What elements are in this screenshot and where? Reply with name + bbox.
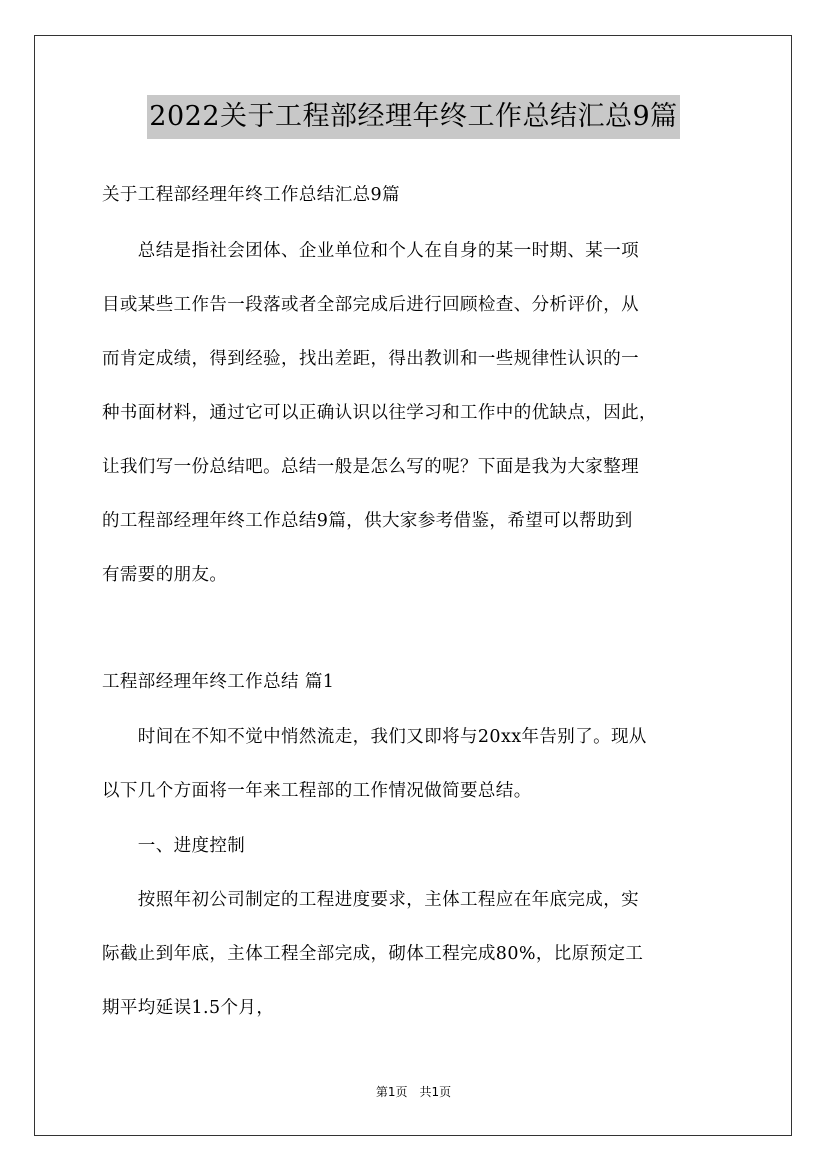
intro-line: 而肯定成绩，得到经验，找出差距，得出教训和一些规律性认识的一: [102, 349, 639, 369]
section-line: 按照年初公司制定的工程进度要求，主体工程应在年底完成，实: [102, 890, 639, 910]
section-line: 际截止到年底，主体工程全部完成，砌体工程完成80%，比原预定工: [102, 944, 644, 964]
document-title: 2022关于工程部经理年终工作总结汇总9篇: [147, 95, 679, 139]
subsection-heading: 一、进度控制: [102, 836, 246, 856]
section-line: 以下几个方面将一年来工程部的工作情况做简要总结。: [102, 781, 532, 801]
page-footer: 第1页 共1页: [375, 1085, 452, 1099]
section-line: 时间在不知不觉中悄然流走，我们又即将与20xx年告别了。现从: [102, 727, 647, 747]
section-heading: 工程部经理年终工作总结 篇1: [102, 672, 335, 692]
intro-line: 种书面材料，通过它可以正确认识以往学习和工作中的优缺点，因此，: [102, 403, 657, 423]
intro-line: 目或某些工作告一段落或者全部完成后进行回顾检查、分析评价，从: [102, 295, 639, 315]
intro-line: 的工程部经理年终工作总结9篇，供大家参考借鉴，希望可以帮助到: [102, 511, 633, 531]
intro-line: 让我们写一份总结吧。总结一般是怎么写的呢？下面是我为大家整理: [102, 457, 639, 477]
section-line: 期平均延误1.5个月，: [102, 998, 275, 1018]
intro-line: 总结是指社会团体、企业单位和个人在自身的某一时期、某一项: [102, 241, 639, 261]
title-container: [0, 95, 827, 139]
intro-line: 有需要的朋友。: [102, 565, 228, 585]
document-subtitle: 关于工程部经理年终工作总结汇总9篇: [102, 185, 400, 205]
